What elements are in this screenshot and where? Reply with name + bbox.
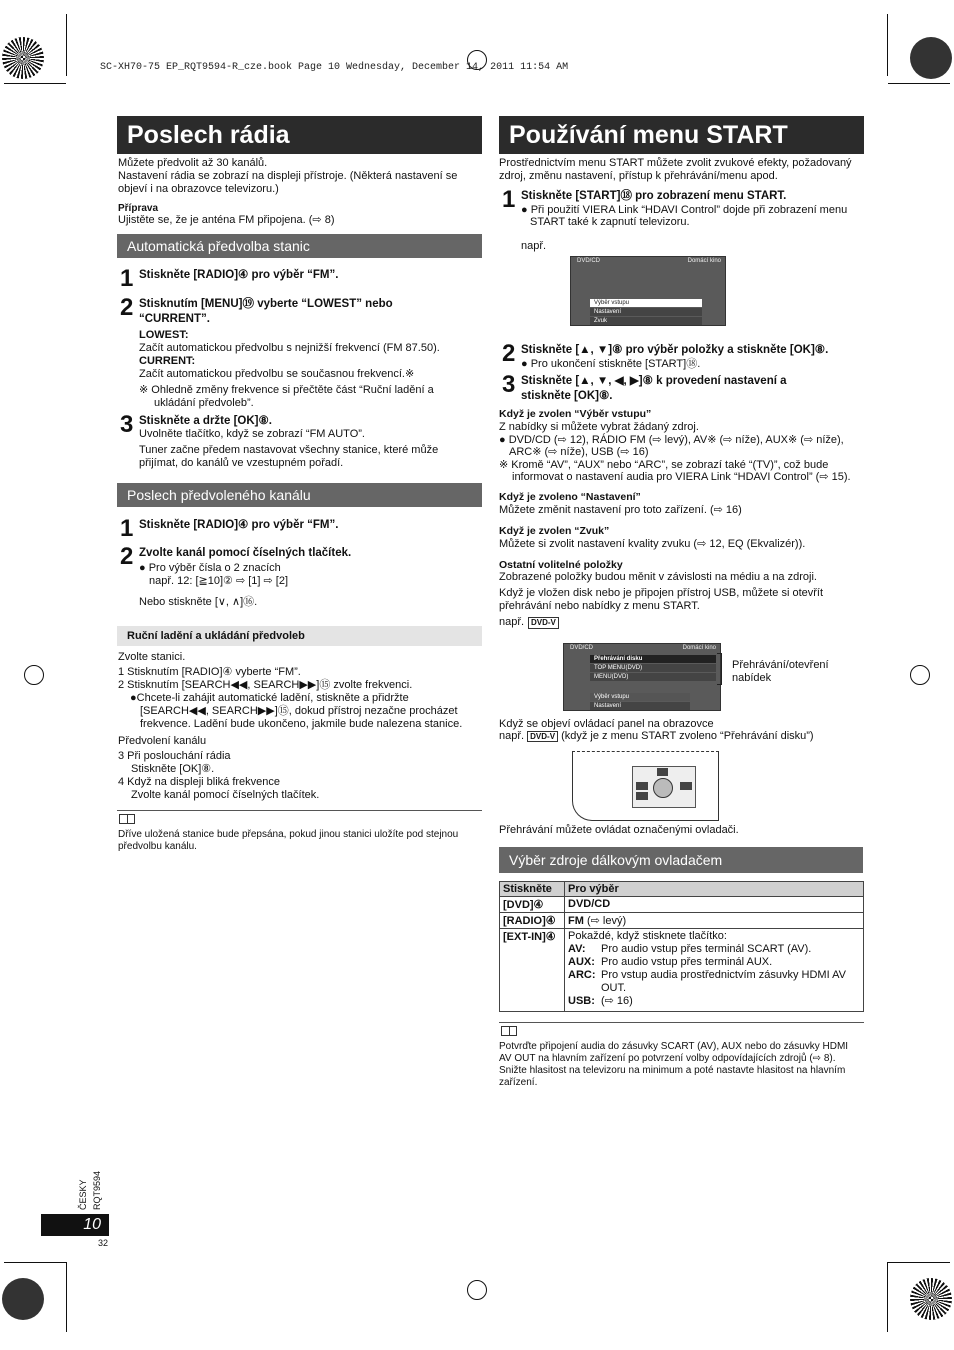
crop-line — [888, 83, 950, 84]
current-label: CURRENT: — [139, 355, 196, 367]
section-source-select: Výběr zdroje dálkovým ovladačem — [499, 847, 863, 873]
source-table — [499, 881, 864, 1012]
manual-line: Zvolte kanál pomocí číselných tlačítek. — [131, 789, 320, 801]
step-number: 2 — [120, 294, 134, 321]
intro-line: objeví i na obrazovce televizoru.) — [118, 183, 279, 195]
example-label-text: např. — [499, 730, 525, 742]
body-text: přehrávání nebo nabídky z menu START. — [499, 600, 700, 612]
footnote-line: Snižte hlasitost na televizoru na minimum a poté nastavte hlasitost na hlavním — [499, 1065, 846, 1076]
step-text: “CURRENT”. — [139, 313, 210, 325]
start-menu-screen — [570, 256, 726, 326]
step3-text: přijímat, do kanálů ve vzestupném pořadí. — [139, 457, 344, 469]
step-number: 3 — [502, 371, 516, 398]
manual-line: Stiskněte [OK]⑧. — [131, 763, 215, 775]
ext-line: Pokaždé, když stisknete tlačítko: — [568, 930, 727, 942]
model-code: RQT9594 — [92, 1170, 102, 1210]
language-label: ČESKY — [78, 1179, 88, 1210]
intro-line: Můžete předvolit až 30 kanálů. — [118, 157, 268, 169]
page-title-right: Používání menu START — [499, 116, 864, 154]
note-text: ※ Ohledně změny frekvence si přečtěte část “Ruční ladění a — [139, 384, 434, 396]
lowest-text: Začít automatickou předvolbu s nejnižší frekvencí (FM 87.50). — [139, 342, 440, 354]
callout-label: Přehrávání/otevření nabídek — [732, 659, 829, 684]
book-note-icon — [501, 1026, 517, 1036]
crop-line — [4, 83, 66, 84]
example-label: např. — [521, 240, 547, 252]
ext-key: AV: — [568, 943, 586, 955]
step-number: 1 — [120, 515, 134, 542]
footnote-line: předvolbu kanálu. — [118, 841, 197, 852]
table-row — [500, 929, 864, 1012]
divider — [499, 1022, 864, 1023]
manual-line: Zvolte stanici. — [118, 651, 186, 663]
right-intro: Prostřednictvím menu START můžete zvolit zvukové efekty, požadovaný — [499, 157, 852, 169]
menu-item-sound[interactable]: Zvuk — [590, 317, 702, 325]
table-cell-key: [RADIO]④ — [500, 913, 565, 929]
bullet-text: např. 12: [≧10]② ⇨ [1] ⇨ [2] — [149, 575, 289, 587]
table-row — [500, 913, 864, 929]
body-text: ※ Kromě “AV”, “AUX” nebo “ARC”, se zobrazí také “(TV)”, což bude — [499, 459, 829, 471]
registration-mark-bottom-left — [2, 1278, 44, 1320]
screen-left-label: DVD/CD — [577, 258, 601, 264]
body-text: Můžete si zvolit nastavení kvality zvuku (⇨ 12, EQ (Ekvalizér)). — [499, 538, 806, 550]
ext-key: USB: — [568, 995, 595, 1007]
step-number: 1 — [120, 265, 134, 292]
step3-text: Uvolněte tlačítko, když se zobrazí “FM AUTO”. — [139, 428, 365, 440]
lowest-label: LOWEST: — [139, 329, 189, 341]
table-row — [500, 897, 864, 913]
crop-line — [66, 1262, 67, 1332]
footnote-line: Potvrďte připojení audia do zásuvky SCART (AV), AUX nebo do zásuvky HDMI — [499, 1041, 849, 1052]
example-label — [499, 730, 814, 743]
section-auto-preset: Automatická předvolba stanic — [117, 234, 482, 258]
menu-item-input[interactable]: Výběr vstupu — [590, 693, 690, 701]
screen-left-label: DVD/CD — [570, 645, 594, 651]
bullet-text: ● Při použití VIERA Link “HDAVI Control” dojde při zobrazení menu — [521, 204, 848, 216]
subheading: Když je zvolen “Zvuk” — [499, 525, 610, 537]
rewind-icon — [636, 782, 648, 790]
step-number: 2 — [120, 543, 134, 570]
step-text: Stiskněte [RADIO]④ pro výběr “FM”. — [139, 269, 339, 281]
ext-line — [568, 969, 860, 995]
footnote-line: AV OUT na hlavním zařízení po potvrzení volby odpovídajících zdrojů (⇨ 8). — [499, 1053, 836, 1064]
subheading: Když je zvoleno “Nastavení” — [499, 491, 641, 503]
step-number: 2 — [502, 340, 516, 367]
play-icon — [636, 792, 648, 800]
bullet-text: START také k zapnutí televizoru. — [530, 216, 690, 228]
book-note-icon — [119, 814, 135, 824]
crosshair-icon — [910, 665, 930, 685]
manual-line: ●Chcete-li zahájit automatické ladění, stiskněte a přidržte — [130, 692, 409, 704]
table-header-cell: Stiskněte — [500, 882, 565, 897]
bullet-text: ● Pro ukončení stiskněte [START]⑱. — [521, 358, 701, 370]
menu-item-settings[interactable]: Nastavení — [590, 308, 702, 316]
manual-line: Předvolení kanálu — [118, 735, 207, 747]
body-text: Můžete změnit nastavení pro toto zařízení. (⇨ 16) — [499, 504, 742, 516]
ext-key: AUX: — [568, 956, 595, 968]
dvdv-badge: DVD-V — [527, 731, 558, 742]
ext-key: ARC: — [568, 969, 596, 981]
manual-tuning-steps — [118, 651, 482, 802]
crop-line — [887, 14, 888, 76]
step-text: Stiskněte [RADIO]④ pro výběr “FM”. — [139, 519, 339, 531]
subheading: Když je zvolen “Výběr vstupu” — [499, 408, 652, 420]
disc-menu-screen — [563, 643, 721, 711]
dpad-icon — [653, 778, 673, 798]
intro-line: Nastavení rádia se zobrazí na displeji přístroje. (Některá nastavení se — [118, 170, 458, 182]
bullet-text: ● Pro výběr čísla o 2 znacích — [139, 562, 281, 574]
body-text: Když se objeví ovládací panel na obrazovce — [499, 718, 714, 730]
manual-line: 3 Při poslouchání rádia — [118, 750, 231, 762]
sub-page-number: 32 — [98, 1238, 109, 1248]
note-text: ukládání předvoleb”. — [154, 397, 254, 409]
ext-desc: Pro vstup audia prostřednictvím zásuvky HDMI AV OUT. — [601, 969, 846, 994]
menu-item-input[interactable]: Výběr vstupu — [590, 299, 702, 307]
step-text: Stiskněte [START]⑱ pro zobrazení menu START. — [521, 190, 787, 202]
table-header-cell: Pro výběr — [565, 882, 864, 897]
step-number: 3 — [120, 411, 134, 438]
pause-icon — [657, 768, 668, 776]
step-text: Stiskněte [▲, ▼]⑧ pro výběr položky a stiskněte [OK]⑧. — [521, 344, 829, 356]
right-intro: zdroj, změnu nastavení, přístup k přehrávání/menu apod. — [499, 170, 778, 182]
body-text: ● DVD/CD (⇨ 12), RÁDIO FM (⇨ levý), AV※ (⇨ níže), AUX※ (⇨ níže), — [499, 434, 844, 446]
screen-right-label: Domácí kino — [687, 258, 721, 264]
table-cell-value — [565, 929, 864, 1012]
screen-right-label: Domácí kino — [682, 645, 716, 651]
ext-line — [568, 995, 860, 1008]
step3-text: Tuner začne předem nastavovat všechny stanice, které může — [139, 444, 439, 456]
body-text: Když je vložen disk nebo je připojen přístroj USB, můžete si otevřít — [499, 587, 824, 599]
table-header-row — [500, 882, 864, 897]
body-text: Z nabídky si můžete vybrat žádaný zdroj. — [499, 421, 699, 433]
registration-mark-top-left — [2, 37, 44, 79]
dvdv-badge: DVD-V — [528, 617, 559, 629]
ext-desc: Pro audio vstup přes terminál AUX. — [601, 956, 773, 968]
current-text: Začít automatickou předvolbu se současnou frekvencí.※ — [139, 368, 415, 380]
body-text: Přehrávání můžete ovládat označenými ovladači. — [499, 824, 739, 836]
step-number: 1 — [502, 186, 516, 213]
callout-bracket — [717, 653, 722, 685]
step-text: stiskněte [OK]⑧. — [521, 390, 613, 402]
footnote-line: Dříve uložená stanice bude přepsána, pokud jinou stanici uložíte pod stejnou — [118, 829, 459, 840]
section-manual-tuning: Ruční ladění a ukládání předvoleb — [117, 626, 482, 646]
forward-icon — [680, 782, 692, 790]
panel-note: (když je z menu START zvoleno “Přehrávání disku”) — [561, 730, 814, 742]
screen-header — [564, 644, 720, 654]
manual-line: frekvence. Ladění bude ukončeno, jakmile bude nalezena stanice. — [140, 718, 463, 730]
fm-label: FM — [568, 915, 584, 927]
step-text: Stisknutím [MENU]⑲ vyberte “LOWEST” nebo — [139, 298, 393, 310]
menu-item-dvd-menu[interactable]: MENU(DVD) — [590, 673, 716, 681]
bullet-text: Nebo stiskněte [∨, ∧]⑯. — [139, 596, 258, 608]
menu-item-settings[interactable]: Nastavení — [590, 702, 690, 710]
manual-line: 2 Stisknutím [SEARCH◀◀, SEARCH▶▶]⑮ zvolte frekvenci. — [118, 679, 413, 691]
fm-ref: (⇨ levý) — [586, 915, 627, 927]
prep-label: Příprava — [118, 203, 159, 214]
prep-text: Ujistěte se, že je anténa FM připojena. (⇨ 8) — [118, 214, 335, 226]
manual-line: 1 Stisknutím [RADIO]④ vyberte “FM”. — [118, 666, 301, 678]
menu-item-top-menu[interactable]: TOP MENU(DVD) — [590, 664, 716, 672]
footnote-line: zařízení. — [499, 1077, 538, 1088]
table-cell-key: [EXT-IN]④ — [500, 929, 565, 1012]
registration-mark-top-right — [910, 37, 952, 79]
body-text: informovat o nastavení audia pro VIERA Link “HDAVI Control” (⇨ 15). — [512, 471, 851, 483]
ext-line — [568, 956, 860, 969]
table-cell-value: DVD/CD — [565, 897, 864, 913]
subheading: Ostatní volitelné položky — [499, 559, 623, 571]
page-title-left: Poslech rádia — [117, 116, 482, 154]
table-cell-value — [565, 913, 864, 929]
ext-line — [568, 943, 860, 956]
crop-line — [887, 1262, 888, 1332]
screen-header — [571, 257, 725, 267]
crop-line — [4, 1262, 66, 1263]
example-label: např. — [499, 616, 525, 628]
registration-mark-bottom-right — [910, 1278, 952, 1320]
step-text: Stiskněte [▲, ▼, ◀, ▶]⑧ k provedení nastavení a — [521, 375, 787, 387]
crosshair-icon — [467, 1280, 487, 1300]
ext-desc: (⇨ 16) — [601, 995, 633, 1007]
left-intro — [118, 157, 478, 196]
page-number: 10 — [41, 1214, 109, 1236]
body-text: ARC※ (⇨ níže), USB (⇨ 16) — [509, 446, 649, 458]
crop-line — [888, 1262, 950, 1263]
section-preset-listen: Poslech předvoleného kanálu — [117, 483, 482, 507]
body-text: Zobrazené položky budou měnit v závislosti na médiu a na zdroji. — [499, 571, 817, 583]
manual-line: 4 Když na displeji bliká frekvence — [118, 776, 281, 788]
step-text: Stiskněte a držte [OK]⑧. — [139, 415, 273, 427]
step-text: Zvolte kanál pomocí číselných tlačítek. — [139, 547, 352, 559]
manual-line: [SEARCH◀◀, SEARCH▶▶]⑮, dokud přístroj nezačne procházet — [140, 705, 458, 717]
menu-item-play-disc[interactable]: Přehrávání disku — [590, 655, 716, 663]
table-cell-key: [DVD]④ — [500, 897, 565, 913]
divider — [117, 810, 482, 811]
crop-line — [66, 14, 67, 76]
crosshair-icon — [24, 665, 44, 685]
file-info-header: SC-XH70-75 EP_RQT9594-R_cze.book Page 10 Wednesday, December 14, 2011 11:54 AM — [100, 62, 569, 73]
ext-desc: Pro audio vstup přes terminál SCART (AV). — [601, 943, 812, 955]
